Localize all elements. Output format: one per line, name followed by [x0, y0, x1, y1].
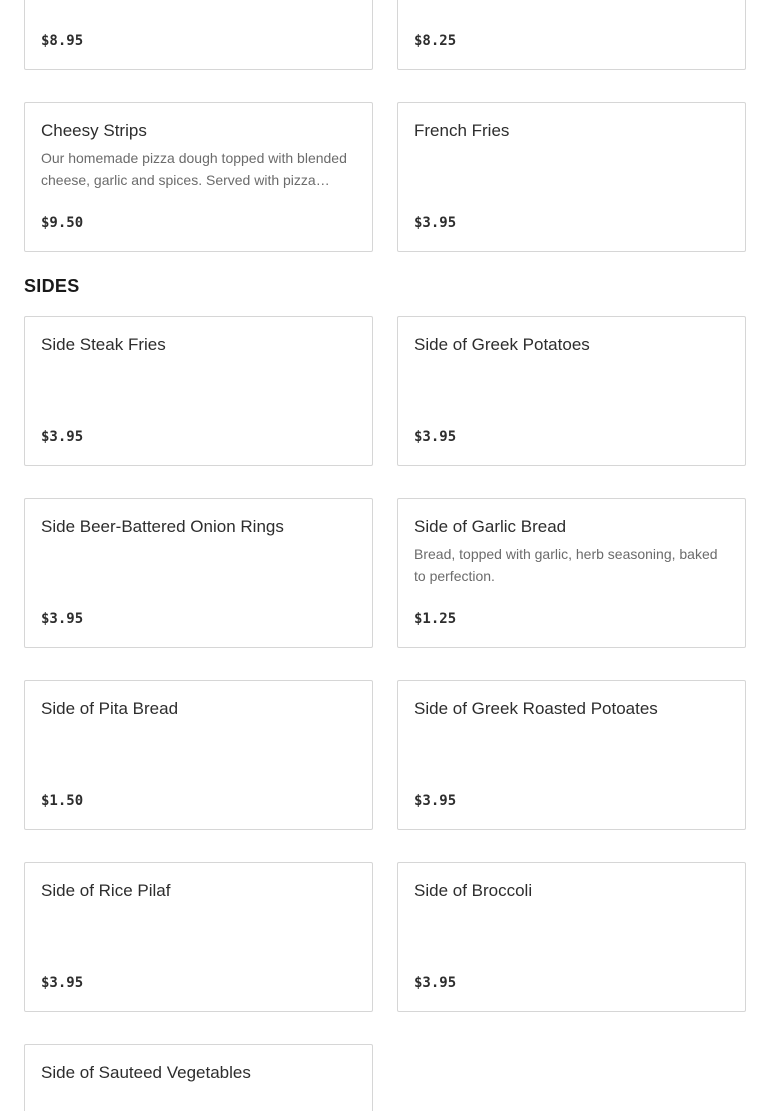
menu-item-card[interactable] [24, 102, 373, 252]
menu-item-price: $8.25 [414, 33, 457, 49]
menu-item-price: $1.50 [41, 793, 84, 809]
menu-item-price: $3.95 [414, 975, 457, 991]
menu-item-name: Side of Pita Bread [41, 699, 179, 718]
menu-item-name: Side of Greek Potatoes [414, 335, 590, 354]
section-heading-sides: SIDES [24, 276, 80, 296]
menu-item-price: $3.95 [414, 793, 457, 809]
menu-item-name: French Fries [414, 121, 510, 140]
menu-item-price: $3.95 [41, 429, 84, 445]
menu-item-price: $3.95 [414, 429, 457, 445]
menu-item-card[interactable] [24, 316, 373, 466]
menu-item-card[interactable] [24, 862, 373, 1012]
menu-item-description: Our homemade pizza dough topped with blended cheese, garlic and spices. Served with pizza… [41, 150, 347, 188]
menu-item-card[interactable] [397, 102, 746, 252]
menu-item-price: $1.25 [414, 611, 457, 627]
menu-item-name: Side of Broccoli [414, 881, 533, 900]
menu-item-price: $3.95 [414, 215, 457, 231]
menu-item-card[interactable] [24, 0, 373, 70]
menu-item-card[interactable] [397, 498, 746, 648]
menu-item-name: Side Beer-Battered Onion Rings [41, 517, 284, 536]
menu-item-card[interactable] [24, 1044, 373, 1111]
menu-item-card[interactable] [24, 680, 373, 830]
menu-item-card[interactable] [397, 0, 746, 70]
menu-item-card[interactable] [397, 680, 746, 830]
menu-item-description: Bread, topped with garlic, herb seasoning, baked to perfection. [414, 546, 718, 584]
menu-item-name: Side Steak Fries [41, 335, 166, 354]
menu-item-name: Side of Sauteed Vegetables [41, 1063, 251, 1082]
menu-item-name: Side of Garlic Bread [414, 517, 567, 536]
menu-item-price: $9.50 [41, 215, 84, 231]
menu-item-name: Cheesy Strips [41, 121, 147, 140]
menu-item-name: Side of Rice Pilaf [41, 881, 171, 900]
menu-item-price: $3.95 [41, 975, 84, 991]
menu-item-price: $8.95 [41, 33, 84, 49]
menu-item-price: $3.95 [41, 611, 84, 627]
menu-item-name: Side of Greek Roasted Potoates [414, 699, 658, 718]
menu-item-card[interactable] [24, 498, 373, 648]
menu-item-card[interactable] [397, 862, 746, 1012]
menu-item-card[interactable] [397, 316, 746, 466]
